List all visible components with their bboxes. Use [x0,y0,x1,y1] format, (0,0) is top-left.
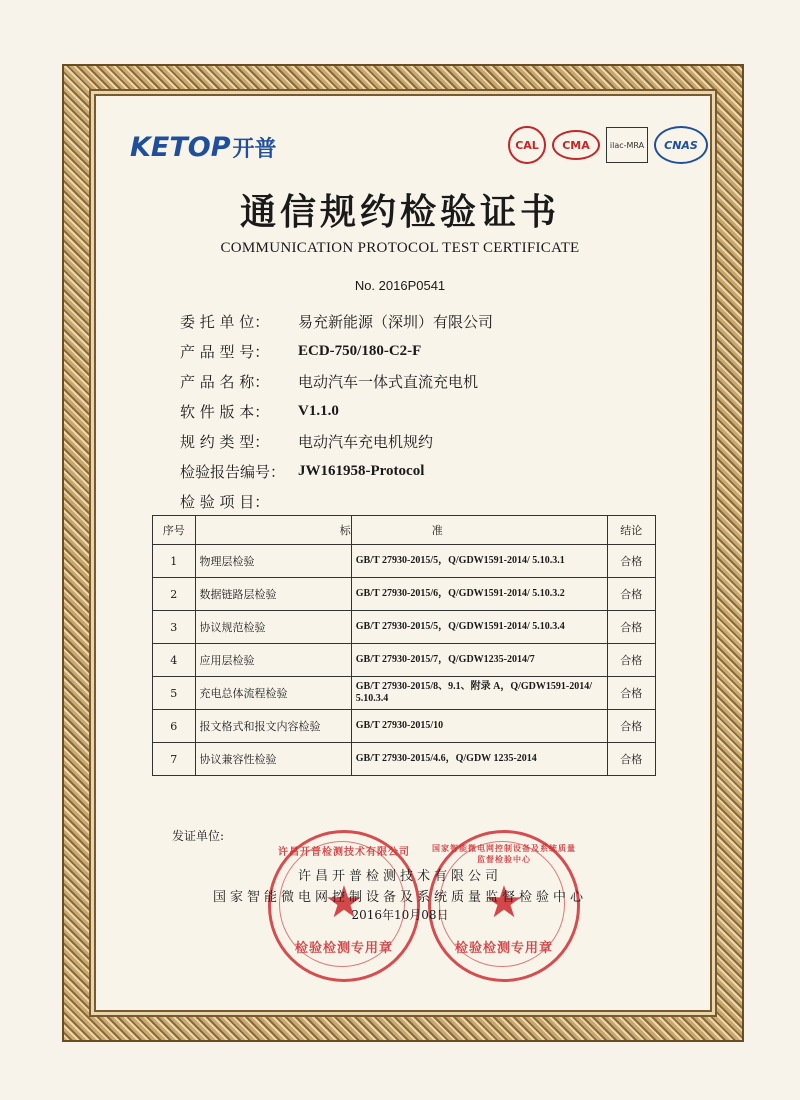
field-label: 检验报告编号： [180,462,286,481]
field-label: 产 品 型 号： [180,342,270,361]
row-index: 1 [153,545,196,578]
row-name: 物理层检验 [195,545,351,578]
header-standard-right: 准 [351,516,607,545]
field-report-number [180,456,680,486]
row-result: 合格 [607,677,655,710]
field-protocol-type [180,426,680,456]
field-value: ECD-750/180-C2-F [298,342,422,359]
row-index: 6 [153,710,196,743]
row-standard: GB/T 27930-2015/6，Q/GDW1591-2014/ 5.10.3.2 [351,578,607,611]
table-row [153,644,656,677]
table-row [153,611,656,644]
row-index: 2 [153,578,196,611]
row-standard: GB/T 27930-2015/10 [351,710,607,743]
field-label: 委 托 单 位： [180,312,270,331]
row-name: 协议兼容性检验 [195,743,351,776]
seal-ring-text: 国家智能微电网控制设备及系统质量监督检验中心 [432,843,576,864]
field-label: 软 件 版 本： [180,402,270,421]
row-standard: GB/T 27930-2015/8、9.1、附录 A，Q/GDW1591-2014/ 5.10.3.4 [351,677,607,710]
row-standard: GB/T 27930-2015/7，Q/GDW1235-2014/7 [351,644,607,677]
title-chinese: 通信规约检验证书 [239,191,560,233]
table-row [153,677,656,710]
field-value: 易充新能源（深圳）有限公司 [298,312,494,331]
seal-bottom-text: 检验检测专用章 [454,941,553,956]
field-value: V1.1.0 [298,402,339,419]
row-result: 合格 [607,545,655,578]
cnas-mark-icon: CNAS [654,126,708,164]
field-value: 电动汽车充电机规约 [298,432,434,451]
issuer-center: 国家智能微电网控制设备及系统质量监督检验中心 [212,890,587,905]
table-header-row [153,516,656,545]
star-icon: ★ [484,877,524,928]
row-name: 充电总体流程检验 [195,677,351,710]
row-name: 报文格式和报文内容检验 [195,710,351,743]
field-model [180,336,680,366]
field-product-name [180,366,680,396]
title-english: COMMUNICATION PROTOCOL TEST CERTIFICATE [220,240,580,256]
table-row [153,743,656,776]
row-index: 4 [153,644,196,677]
row-index: 3 [153,611,196,644]
row-result: 合格 [607,644,655,677]
row-result: 合格 [607,710,655,743]
row-standard: GB/T 27930-2015/5，Q/GDW1591-2014/ 5.10.3.4 [351,611,607,644]
field-client [180,306,680,336]
row-result: 合格 [607,743,655,776]
certificate-fields [180,306,680,516]
field-software-version [180,396,680,426]
row-result: 合格 [607,578,655,611]
ketop-logo [130,132,277,163]
issue-date: 2016年10月08日 [351,908,449,922]
accreditation-marks [508,126,708,164]
logo-cn: 开普 [232,137,277,162]
row-result: 合格 [607,611,655,644]
issuer-label: 发证单位: [172,829,225,843]
field-label: 规 约 类 型： [180,432,270,451]
issuer-company: 许昌开普检测技术有限公司 [297,869,502,884]
field-label: 产 品 名 称： [180,372,270,391]
row-name: 协议规范检验 [195,611,351,644]
header-result: 结论 [607,516,655,545]
table-row [153,578,656,611]
star-icon: ★ [324,877,364,928]
test-items-table [152,515,656,776]
ilac-mark-icon: ilac-MRA [606,127,648,163]
logo-latin: KETOP [130,132,231,163]
row-name: 应用层检验 [195,644,351,677]
header-standard-left: 标 [195,516,351,545]
row-index: 5 [153,677,196,710]
cma-mark-icon: CMA [552,130,600,160]
row-standard: GB/T 27930-2015/4.6，Q/GDW 1235-2014 [351,743,607,776]
cal-mark-icon: CAL [508,126,546,164]
row-index: 7 [153,743,196,776]
header-index: 序号 [153,516,196,545]
field-value: 电动汽车一体式直流充电机 [298,372,479,391]
seal-bottom-text: 检验检测专用章 [294,941,393,956]
seal-ring-text: 许昌开普检测技术有限公司 [278,847,410,858]
table-row [153,545,656,578]
row-name: 数据链路层检验 [195,578,351,611]
row-standard: GB/T 27930-2015/5，Q/GDW1591-2014/ 5.10.3.1 [351,545,607,578]
field-test-items [180,486,680,516]
field-value: JW161958-Protocol [298,462,425,479]
field-label: 检 验 项 目： [180,492,270,511]
certificate-number: No. 2016P0541 [354,278,446,293]
table-row [153,710,656,743]
